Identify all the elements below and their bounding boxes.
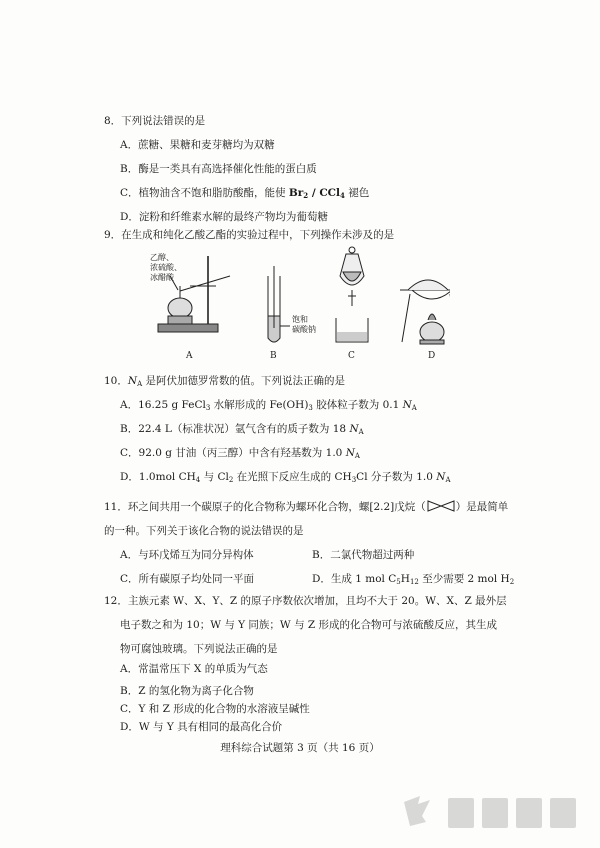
q8-option-a: A．蔗糖、果糖和麦芽糖均为双糖 [120,139,275,151]
q12-stem-line3: 物可腐蚀玻璃。下列说法正确的是 [120,643,278,655]
q11-option-a: A．与环戊烯互为同分异构体 [120,549,254,561]
page-footer: 理科综合试题第 3 页（共 16 页） [220,742,380,754]
apparatus-b [268,266,290,342]
watermark-logo [400,792,580,834]
q9-apparatus-figure [150,246,450,362]
apparatus-c [336,247,368,342]
q11-stem-line2: 的一种。下列关于该化合物的说法错误的是 [104,525,304,537]
q10-option-b: B．22.4 L（标准状况）氩气含有的质子数为 18 $N_A$ [120,423,364,436]
q12-option-d: D．W 与 Y 具有相同的最高化合价 [120,721,283,733]
q8-stem: 8．下列说法错误的是 [104,115,206,127]
caption-c: C [348,351,355,361]
caption-a: A [186,351,193,361]
label-ethanol: 乙醇、 [150,253,174,262]
q10-option-d: D．1.0mol $CH_4$ 与 $Cl_2$ 在光照下反应生成的 $CH_3Cl$ 分子数为 1.0 $N_A$ [120,471,451,484]
q12-option-a: A．常温常压下 X 的单质为气态 [120,663,268,675]
caption-b: B [270,351,277,361]
q10-stem: 10．$N_A$ 是阿伏加德罗常数的值。下列说法正确的是 [104,375,345,388]
q10-option-a: A．16.25 g FeCl$_3$ 水解形成的 $Fe(OH)_3$ 胶体粒子数为 0.1 $N_A$ [120,399,417,412]
q11-option-d: D．生成 1 mol $C_5H_{12}$ 至少需要 2 mol $H_2$ [312,573,515,586]
caption-d: D [428,351,436,361]
q11-stem-line1: 11．环之间共用一个碳原子的化合物称为螺环化合物，螺[2.2]戊烷（ ）是最简单 [104,501,509,513]
q8-option-c: C．植物油含不饱和脂肪酸酯，能使 $Br_2 / CCl_4$ 褪色 [120,187,370,200]
q11-option-c: C．所有碳原子均处同一平面 [120,573,255,585]
label-saturated: 饱和 [292,315,308,324]
q10-option-c: C．92.0 g 甘油（丙三醇）中含有羟基数为 1.0 $N_A$ [120,447,360,460]
q12-option-b: B．Z 的氢化物为离子化合物 [120,685,254,697]
q12-option-c: C．Y 和 Z 形成的化合物的水溶液呈碱性 [120,703,310,715]
spiropentane-structure-icon [426,500,456,512]
q12-stem-line2: 电子数之和为 10；W 与 Y 同族；W 与 Z 形成的化合物可与浓硫酸反应，其生成 [120,619,498,631]
q8-option-b: B．酶是一类具有高选择催化性能的蛋白质 [120,163,317,175]
apparatus-d [400,280,450,344]
label-glacial-acetic-acid: 冰醋酸 [150,273,174,282]
q11-option-b: B．二氯代物超过两种 [312,549,415,561]
label-conc-sulfuric-acid: 浓硫酸、 [150,263,182,272]
label-sodium-carbonate: 碳酸钠 [292,325,316,334]
q9-stem: 9．在生成和纯化乙酸乙酯的实验过程中，下列操作未涉及的是 [104,229,395,241]
q8-option-d: D．淀粉和纤维素水解的最终产物均为葡萄糖 [120,211,328,223]
q12-stem-line1: 12．主族元素 W、X、Y、Z 的原子序数依次增加，且均不大于 20。W、X、Z 最外层 [104,595,507,607]
